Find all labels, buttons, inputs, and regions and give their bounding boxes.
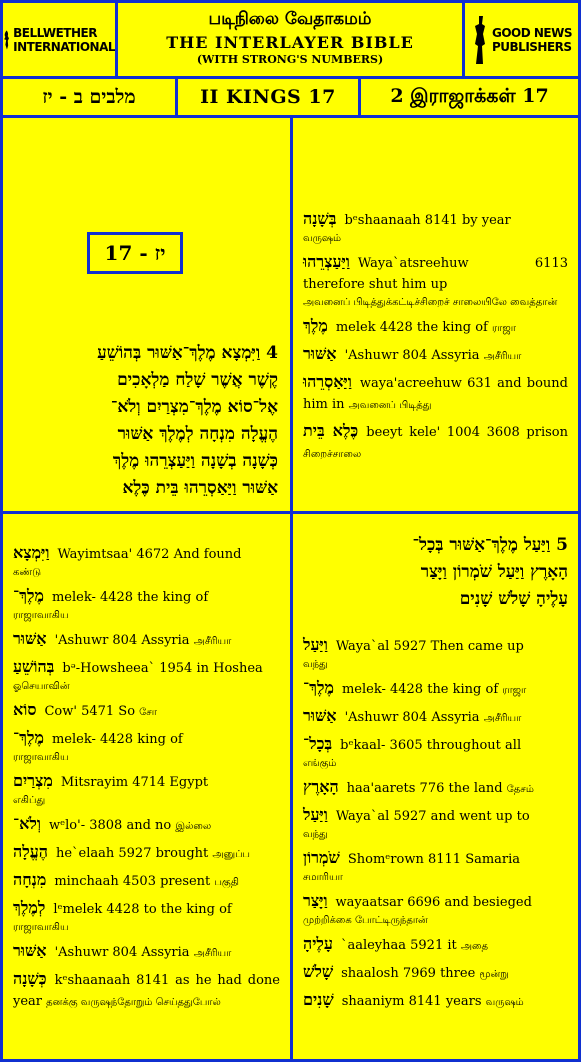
word-entry <box>303 733 568 772</box>
tamil-gloss: அசீரியா <box>193 948 232 959</box>
hebrew-word: מִצְרַיִם <box>13 771 53 790</box>
hebrew-word: שָׁנִים <box>303 990 334 1009</box>
hebrew-word: כְּשָׁנָה <box>13 969 47 988</box>
hebrew-word: כֶּלֶא <box>332 421 359 440</box>
word-entry <box>303 251 568 311</box>
transliteration: Waya`al 5927 and went up to <box>335 809 530 824</box>
verse-line: אֶל־סוֹא מֶלֶךְ־מִצְרַיִם וְלֹא־ <box>110 397 278 417</box>
tamil-gloss: எகிப்து <box>13 795 46 806</box>
verse-line: 5 וַיַּעַל מֶלֶךְ־אַשּׁוּר בְּכָל־ <box>412 535 568 555</box>
title-english: THE INTERLAYER BIBLE <box>166 33 414 52</box>
good-news-logo <box>462 0 581 79</box>
verse-line: אַשּׁוּר וַיַּאַסְרֵהוּ בֵּית כֶּלֶא <box>122 478 278 498</box>
hebrew-word: מֶלֶךְ <box>303 316 328 335</box>
tamil-gloss: முற்றிக்கை போட்டிருந்தான் <box>303 915 428 926</box>
transliteration: shaalosh 7969 three <box>341 966 476 981</box>
word-entry <box>13 940 280 964</box>
word-entry <box>13 869 280 893</box>
word-entry <box>303 804 568 843</box>
tamil-gloss: அதை <box>460 941 488 952</box>
ram-figure-icon <box>3 14 10 66</box>
transliteration: Waya`atsreehuw 6113 therefore shut him up <box>303 256 568 292</box>
book-english: II KINGS 17 <box>175 76 361 118</box>
hebrew-word: מִנְחָה <box>13 870 47 889</box>
word-entry <box>303 343 568 367</box>
tamil-gloss: பகுதி <box>214 877 239 888</box>
verse-line: 4 וַיִּמְצָא מֶלֶךְ־אַשּׁוּר בְּהוֹשֵׁעַ <box>97 343 278 363</box>
logo-line-1: GOOD NEWS <box>491 25 572 40</box>
word-entry <box>13 968 280 1013</box>
tamil-gloss: தேசம் <box>506 784 534 795</box>
transliteration: Mitsrayim 4714 Egypt <box>60 775 209 790</box>
word-entry <box>303 776 568 800</box>
tamil-gloss: அசீரியா <box>193 636 232 647</box>
hebrew-word: אַשּׁוּר <box>13 941 47 960</box>
hebrew-word: בֵּית <box>303 421 325 440</box>
word-entries <box>13 542 280 1017</box>
hebrew-word: אַשּׁוּר <box>13 629 47 648</box>
hebrew-word: וַיַּאַסְרֵהוּ <box>303 372 352 391</box>
tamil-gloss: அனுப்ப <box>212 849 250 860</box>
hebrew-word: וַיַּעַל <box>303 635 328 654</box>
word-entry <box>303 315 568 339</box>
transliteration: minchaah 4503 present <box>54 874 211 889</box>
tamil-gloss: ராஜாவாகிய <box>13 752 69 763</box>
transliteration: waya'acreehuw 631 and bound him in <box>303 376 568 412</box>
word-entry <box>13 897 280 936</box>
verse5-hebrew-text <box>413 532 568 613</box>
transliteration: Shomᵉrown 8111 Samaria <box>347 852 521 867</box>
hebrew-word: בְּשָׁנָה <box>303 209 337 228</box>
logo-line-2: INTERNATIONAL <box>13 39 115 54</box>
chapter-box: יז - 17 <box>87 232 183 274</box>
tamil-gloss: வந்து <box>303 659 328 670</box>
hebrew-word: לְמֶלֶךְ <box>13 898 46 917</box>
transliteration: Waya`al 5927 Then came up <box>335 639 524 654</box>
logo-line-2: PUBLISHERS <box>491 39 572 54</box>
verse-line: כְּשָׁנָה בְשָׁנָה וַיַּעַצְרֵהוּ מֶלֶךְ <box>112 451 278 471</box>
title-block <box>115 0 465 79</box>
hebrew-word: בְּהוֹשֵׁעַ <box>13 657 55 676</box>
tamil-gloss: வந்து <box>303 829 328 840</box>
word-entry <box>13 699 280 723</box>
tamil-gloss: தனக்கு வருஷந்தோறும் செய்ததுபோல் <box>46 997 221 1008</box>
transliteration: bᵉkaal- 3605 throughout all <box>340 738 522 753</box>
word-entry <box>303 371 568 416</box>
word-entry <box>303 989 568 1013</box>
word-entry <box>303 677 568 701</box>
word-entry <box>13 585 280 624</box>
transliteration: bᵊ-Howsheea` 1954 in Hoshea <box>62 661 263 676</box>
verse-line: הֶעֱלָה מִנְחָה לְמֶלֶךְ אַשּׁוּר <box>117 424 278 444</box>
hebrew-word: הָאָרֶץ <box>303 777 339 796</box>
transliteration: kᵉshaanaah 8141 as he had done year <box>13 973 280 1009</box>
hebrew-word: הֶעֱלָה <box>13 842 48 861</box>
transliteration: beeyt kele' 1004 3608 prison <box>366 425 568 440</box>
hebrew-word: וַיַּעַצְרֵהוּ <box>303 252 350 271</box>
book-hebrew: מלבים ב - יז <box>0 76 178 118</box>
transliteration: wᵉlo'- 3808 and no <box>48 818 172 833</box>
transliteration: he`elaah 5927 brought <box>55 846 209 861</box>
tamil-gloss: அவனைப் பிடித்துக்கட்டிச்சிறைச் சாலையிலே வைத்தான் <box>303 297 558 308</box>
hebrew-word: וַיַּעַל <box>303 805 328 824</box>
transliteration: melek- 4428 king of <box>51 732 183 747</box>
logo-line-1: BELLWETHER <box>13 25 97 40</box>
transliteration: 'Ashuwr 804 Assyria <box>54 633 190 648</box>
word-entries <box>303 634 568 1017</box>
word-entry <box>303 705 568 729</box>
tamil-gloss: அசீரியா <box>483 713 522 724</box>
transliteration: melek 4428 the king of <box>335 320 488 335</box>
hebrew-word: סוֹא <box>13 700 37 719</box>
word-entry <box>13 542 280 581</box>
transliteration: wayaatsar 6696 and besieged <box>335 895 532 910</box>
tamil-gloss: அசீரியா <box>483 351 522 362</box>
torch-figure-icon <box>471 14 489 66</box>
tamil-gloss: சோ <box>139 707 158 718</box>
transliteration: shaaniym 8141 years <box>341 994 482 1009</box>
hebrew-word: וַיָּצַר <box>303 891 328 910</box>
transliteration: `aaleyhaa 5921 it <box>340 938 457 953</box>
verse5-panel <box>290 511 581 1062</box>
hebrew-word: מֶלֶךְ־ <box>303 678 334 697</box>
word-entry <box>303 634 568 673</box>
tamil-gloss: ராஜா <box>492 323 516 334</box>
tamil-gloss: அவனைப் பிடித்து <box>348 400 432 411</box>
verse4-hebrew-panel <box>0 115 293 514</box>
word-entry <box>303 890 568 929</box>
hebrew-word: אַשּׁוּר <box>303 344 337 363</box>
tamil-gloss: ராஜாவாகிய <box>13 922 69 933</box>
word-entry <box>13 656 280 695</box>
tamil-gloss: எங்கும் <box>303 758 337 769</box>
verse-line: הָאָרֶץ וַיַּעַל שֹׁמְרוֹן וַיָּצַר <box>420 562 568 582</box>
hebrew-word: מֶלֶךְ־ <box>13 728 44 747</box>
transliteration: melek- 4428 the king of <box>341 682 499 697</box>
hebrew-word: אַשּׁוּר <box>303 706 337 725</box>
subtitle: (WITH STRONG'S NUMBERS) <box>196 53 384 66</box>
bellwether-logo <box>0 0 118 79</box>
tamil-gloss: மூன்று <box>479 969 509 980</box>
title-tamil: படிநிலை வேதாகமம் <box>208 9 372 29</box>
tamil-gloss: வருஷம் <box>485 997 524 1008</box>
word-entry <box>13 770 280 809</box>
transliteration: bᵉshaanaah 8141 by year <box>344 213 511 228</box>
transliteration: 'Ashuwr 804 Assyria <box>344 710 480 725</box>
tamil-gloss: ஓசெயாவின் <box>13 681 70 692</box>
hebrew-word: מֶלֶךְ־ <box>13 586 44 605</box>
word-entry <box>13 727 280 766</box>
tamil-gloss: கண்டு <box>13 567 42 578</box>
word-entry <box>303 847 568 886</box>
tamil-gloss: ராஜாவாகிய <box>13 610 69 621</box>
hebrew-word: בְּכָל־ <box>303 734 333 753</box>
tamil-gloss: இல்லை <box>175 821 212 832</box>
tamil-gloss: வருஷம் <box>303 233 342 244</box>
transliteration: Wayimtsaa' 4672 And found <box>57 547 242 562</box>
word-entry <box>13 841 280 865</box>
word-entry <box>303 961 568 985</box>
hebrew-word: שָׁלֹשׁ <box>303 962 334 981</box>
word-entry <box>303 933 568 957</box>
verse4-entries-panel <box>0 511 293 1062</box>
transliteration: 'Ashuwr 804 Assyria <box>344 348 480 363</box>
word-entry <box>13 628 280 652</box>
verse-line: קֶשֶׁר אֲשֶׁר שָׁלַח מַלְאָכִים <box>117 370 278 390</box>
tamil-gloss: சிறைச்சாலை <box>303 449 362 460</box>
verse4-hebrew-text <box>97 340 278 502</box>
transliteration: haa'aarets 776 the land <box>346 781 503 796</box>
word-entries <box>303 208 568 469</box>
hebrew-word: שֹׁמְרוֹן <box>303 848 340 867</box>
word-entry <box>303 208 568 247</box>
verse4-entries-panel-cont <box>290 115 581 514</box>
tamil-gloss: சமாரியா <box>303 872 343 883</box>
word-entry <box>13 813 280 837</box>
tamil-gloss: ராஜா <box>502 685 527 696</box>
transliteration: 'Ashuwr 804 Assyria <box>54 945 190 960</box>
transliteration: melek- 4428 the king of <box>51 590 209 605</box>
hebrew-word: עָלֶיהָ <box>303 934 333 953</box>
hebrew-word: וַיִּמְצָא <box>13 543 50 562</box>
verse-line: עָלֶיהָ שָׁלֹשׁ שָׁנִים <box>459 589 568 609</box>
book-tamil: 2 இராஜாக்கள் 17 <box>358 76 581 118</box>
transliteration: Cow' 5471 So <box>44 704 136 719</box>
word-entry <box>303 420 568 465</box>
hebrew-word: וְלֹא־ <box>13 814 41 833</box>
transliteration: lᵉmelek 4428 to the king of <box>53 902 232 917</box>
